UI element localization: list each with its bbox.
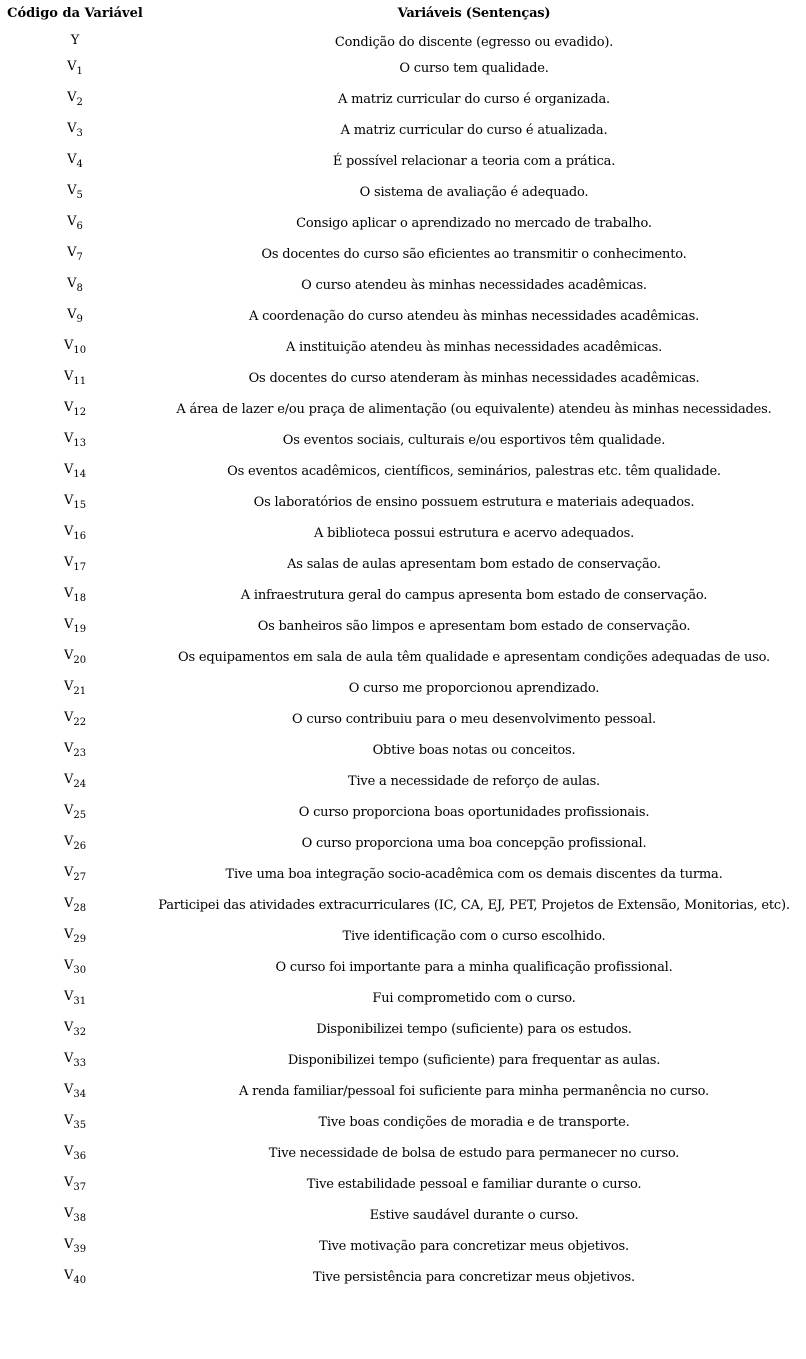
variable-sentence-cell [150,647,798,665]
variable-sentence-cell [150,461,798,479]
variable-sentence-cell [150,1019,798,1037]
variable-code-cell [0,1019,150,1038]
table-row [0,864,806,895]
variable-code-letter: V [67,90,77,105]
variable-code [64,926,86,945]
variable-code-letter: V [63,400,74,415]
variable-code-letter: V [63,431,74,446]
table-row [0,1019,806,1050]
table-row [0,523,806,554]
table-row [0,1050,806,1081]
variables-table [0,6,806,1298]
variable-sentence-cell [150,833,798,851]
variable-code-letter: V [63,369,74,384]
variable-sentence-cell [150,554,798,572]
variable-code-index: 18 [73,593,87,604]
variable-code-index: 5 [76,190,83,201]
variable-sentence: Participei das atividades extracurriculares (IC, CA, EJ, PET, Projetos de Extensão, Monitorias, etc). [158,898,790,913]
table-row [0,151,806,182]
variable-code-cell [0,213,150,232]
variable-sentence: Os banheiros são limpos e apresentam bom estado de conservação. [257,619,691,634]
variable-code-cell [0,1050,150,1069]
variable-code-index: 1 [76,66,83,77]
table-row [0,1143,806,1174]
variable-sentence: Tive motivação para concretizar meus objetivos. [319,1239,629,1254]
variable-sentence-cell [150,32,798,50]
variable-sentence: Condição do discente (egresso ou evadido). [334,35,614,50]
table-row [0,120,806,151]
variable-code-cell [0,461,150,480]
variable-sentence-cell [150,1267,798,1285]
variable-sentence-cell [150,709,798,727]
variable-code [64,802,86,821]
variable-code-cell [0,864,150,883]
header-variable-code: Código da Variável [7,6,143,21]
variable-code-letter: V [63,648,74,663]
variable-code-cell [0,120,150,139]
variable-code-index: 12 [73,407,87,418]
variable-code-letter: V [63,679,74,694]
variable-sentence: A instituição atendeu às minhas necessidades acadêmicas. [285,340,663,355]
variable-sentence-cell [150,120,798,138]
variable-sentence: O curso proporciona uma boa concepção profissional. [301,836,647,851]
variable-sentence-cell [150,430,798,448]
table-row [0,988,806,1019]
variable-code-letter: V [63,524,74,539]
variable-code-letter: V [63,1144,74,1159]
variable-code [64,1143,86,1162]
table-row [0,585,806,616]
variable-code-letter: V [63,865,74,880]
variable-sentence: Fui comprometido com o curso. [372,991,576,1006]
variable-code-cell [0,833,150,852]
variable-code [67,182,83,201]
variable-code-index: 2 [76,97,83,108]
variable-code-index: 31 [73,996,87,1007]
variable-code-index: 20 [73,655,87,666]
variable-code-cell [0,678,150,697]
variable-code-index: 24 [73,779,87,790]
variable-code-letter: V [67,245,77,260]
variable-code-index: 26 [73,841,87,852]
variable-sentence-cell [150,1050,798,1068]
variable-code [64,1174,86,1193]
variable-code-letter: V [63,1020,74,1035]
variable-code [67,151,83,170]
variable-sentence: Tive necessidade de bolsa de estudo para permanecer no curso. [268,1146,680,1161]
table-row [0,430,806,461]
variable-code [67,89,83,108]
variable-code-cell [0,957,150,976]
variable-sentence-cell [150,1205,798,1223]
variable-code-index: 39 [73,1244,87,1255]
variable-sentence-cell [150,306,798,324]
table-row [0,1112,806,1143]
variable-code-letter: V [63,1268,74,1283]
variable-code-index: 28 [73,903,87,914]
variable-sentence-cell [150,740,798,758]
variable-code-index: 29 [73,934,87,945]
table-row [0,275,806,306]
variable-sentence-cell [150,585,798,603]
table-row [0,32,806,58]
variable-sentence-cell [150,1236,798,1254]
variable-sentence: Os eventos sociais, culturais e/ou esportivos têm qualidade. [282,433,666,448]
variable-sentence: Consigo aplicar o aprendizado no mercado de trabalho. [296,216,652,231]
variable-code-cell [0,988,150,1007]
variable-code-cell [0,740,150,759]
variable-code-letter: V [63,617,74,632]
variable-code-letter: V [67,59,77,74]
variable-code-index: 25 [73,810,87,821]
variable-code-letter: V [63,462,74,477]
variable-sentence: Obtive boas notas ou conceitos. [372,743,576,758]
table-row [0,213,806,244]
variable-code-cell [0,647,150,666]
variable-code-letter: V [63,586,74,601]
variable-sentence: A coordenação do curso atendeu às minhas necessidades acadêmicas. [248,309,700,324]
variable-code-letter: V [63,803,74,818]
variable-sentence: Os docentes do curso atenderam às minhas necessidades acadêmicas. [248,371,700,386]
variable-code [64,1081,86,1100]
variable-code-letter: V [67,214,77,229]
variable-code [67,244,83,263]
table-row [0,709,806,740]
variable-code [64,957,86,976]
variable-code-index: 8 [76,283,83,294]
table-row [0,182,806,213]
variable-code-cell [0,1205,150,1224]
variable-sentence-cell [150,771,798,789]
variable-code [64,337,86,356]
table-row [0,89,806,120]
variable-sentence-cell [150,368,798,386]
variable-code [67,275,83,294]
variable-code [64,895,86,914]
variable-sentence-cell [150,957,798,975]
table-row [0,616,806,647]
variable-code-index: 15 [73,500,87,511]
variable-code-letter: V [63,834,74,849]
variable-sentence: O curso foi importante para a minha qualificação profissional. [275,960,673,975]
variable-code-cell [0,58,150,77]
table-row [0,399,806,430]
variable-code-index: 35 [73,1120,87,1131]
table-row [0,895,806,926]
variable-code-cell [0,368,150,387]
variable-code-index: 23 [73,748,87,759]
variable-sentence-cell [150,213,798,231]
variable-sentence: O sistema de avaliação é adequado. [359,185,589,200]
variable-sentence-cell [150,58,798,76]
variable-sentence-cell [150,864,798,882]
variable-code-cell [0,523,150,542]
table-row [0,1081,806,1112]
variable-code [64,554,86,573]
header-variable-sentences: Variáveis (Sentenças) [397,6,551,21]
variable-code-cell [0,895,150,914]
table-row [0,802,806,833]
variable-sentence-cell [150,1081,798,1099]
variable-code [64,678,86,697]
table-row [0,58,806,89]
variable-code-letter: V [63,772,74,787]
variable-sentence: Os docentes do curso são eficientes ao transmitir o conhecimento. [261,247,687,262]
variable-code [64,988,86,1007]
table-row [0,1174,806,1205]
variable-code-letter: V [63,1051,74,1066]
variable-sentence-cell [150,678,798,696]
variable-sentence: Tive a necessidade de reforço de aulas. [348,774,600,789]
variable-sentence: Tive boas condições de moradia e de transporte. [318,1115,630,1130]
variable-code-cell [0,337,150,356]
table-row [0,337,806,368]
table-body [0,32,806,1298]
variable-code-index: 4 [76,159,83,170]
variable-sentence: As salas de aulas apresentam bom estado de conservação. [287,557,661,572]
variable-code-cell [0,616,150,635]
variable-code-cell [0,1081,150,1100]
variable-sentence: A área de lazer e/ou praça de alimentação (ou equivalente) atendeu às minhas necessidades. [176,402,772,417]
table-row [0,1236,806,1267]
table-row [0,492,806,523]
variable-code-cell [0,399,150,418]
table-row [0,957,806,988]
table-header [0,6,806,32]
table-row [0,1205,806,1236]
table-row [0,1267,806,1298]
variable-code [64,833,86,852]
variable-sentence: Tive estabilidade pessoal e familiar durante o curso. [306,1177,642,1192]
variable-code-index: 32 [73,1027,87,1038]
table-row [0,306,806,337]
variable-code-cell [0,771,150,790]
variable-code-cell [0,1236,150,1255]
variable-code-cell [0,1267,150,1286]
variable-sentence-cell [150,492,798,510]
variable-sentence: É possível relacionar a teoria com a prática. [332,154,616,169]
table-row [0,461,806,492]
variable-sentence: Tive identificação com o curso escolhido. [342,929,606,944]
variable-code [64,1205,86,1224]
variable-sentence: Disponibilizei tempo (suficiente) para os estudos. [316,1022,632,1037]
variable-code-letter: V [63,1237,74,1252]
table-row [0,244,806,275]
variable-sentence-cell [150,895,798,913]
variable-sentence: A biblioteca possui estrutura e acervo adequados. [314,526,634,541]
variable-code [64,1236,86,1255]
variable-code-index: 40 [73,1275,87,1286]
variable-code-index: 6 [76,221,83,232]
variable-code [67,306,83,325]
variable-code [64,368,86,387]
variable-code-cell [0,275,150,294]
variable-sentence: O curso tem qualidade. [399,61,549,76]
variable-code-cell [0,430,150,449]
variable-sentence-cell [150,1112,798,1130]
variable-code-index: 13 [73,438,87,449]
variable-code-index: 16 [73,531,87,542]
variable-code-letter: V [63,927,74,942]
variable-code-index: 9 [76,314,83,325]
variable-sentence: A infraestrutura geral do campus apresenta bom estado de conservação. [240,588,708,603]
variable-code-letter: V [63,1206,74,1221]
variable-code-letter: V [63,1175,74,1190]
variable-code-cell [0,492,150,511]
variable-sentence: Os equipamentos em sala de aula têm qualidade e apresentam condições adequadas de uso. [178,650,770,665]
variable-sentence-cell [150,802,798,820]
variable-code-index: 37 [73,1182,87,1193]
variable-sentence-cell [150,988,798,1006]
variable-code-index: 7 [76,252,83,263]
variable-sentence: Estive saudável durante o curso. [369,1208,579,1223]
variable-sentence: A matriz curricular do curso é atualizada. [340,123,608,138]
variable-sentence: Tive uma boa integração socio-acadêmica com os demais discentes da turma. [225,867,723,882]
variable-sentence-cell [150,399,798,417]
variable-code-letter: V [63,338,74,353]
variable-sentence: Os laboratórios de ensino possuem estrutura e materiais adequados. [253,495,695,510]
variable-code-index: 22 [73,717,87,728]
variable-code [64,585,86,604]
table-row [0,554,806,585]
variable-code [64,1019,86,1038]
variable-code-cell [0,306,150,325]
variable-code-letter: V [63,989,74,1004]
variable-code [64,771,86,790]
table-row [0,740,806,771]
variable-code-cell [0,182,150,201]
variable-sentence-cell [150,1174,798,1192]
variable-code-letter: V [63,741,74,756]
variable-sentence: O curso atendeu às minhas necessidades acadêmicas. [301,278,647,293]
variable-code [64,492,86,511]
variable-code-cell [0,1143,150,1162]
variable-code [64,864,86,883]
variable-code-cell [0,1112,150,1131]
variable-code-cell [0,709,150,728]
variable-code [67,120,83,139]
table-row [0,368,806,399]
variable-code-index: 38 [73,1213,87,1224]
variable-code-index: 11 [73,376,87,387]
variable-sentence: A matriz curricular do curso é organizada. [338,92,610,107]
variable-sentence-cell [150,244,798,262]
variable-sentence-cell [150,616,798,634]
variable-code [64,1112,86,1131]
variable-code-letter: V [63,1082,74,1097]
variable-code-cell [0,244,150,263]
table-row [0,926,806,957]
variable-sentence-cell [150,523,798,541]
table-row [0,647,806,678]
variable-code-index: 33 [73,1058,87,1069]
variable-code-letter: V [63,493,74,508]
variable-sentence: Os eventos acadêmicos, científicos, seminários, palestras etc. têm qualidade. [227,464,721,479]
variable-code [64,1050,86,1069]
variable-code-cell [0,585,150,604]
variable-sentence-cell [150,151,798,169]
variable-sentence: A renda familiar/pessoal foi suficiente para minha permanência no curso. [239,1084,709,1099]
table-row [0,678,806,709]
variable-sentence-cell [150,926,798,944]
table-row [0,833,806,864]
variable-code-letter: V [67,152,77,167]
variable-code-index: 14 [73,469,87,480]
variable-code-index: 30 [73,965,87,976]
variable-code-letter: Y [70,33,80,48]
variable-sentence-cell [150,89,798,107]
variable-code-letter: V [63,555,74,570]
variable-code-index: 17 [73,562,87,573]
variable-code-cell [0,926,150,945]
variable-code [64,523,86,542]
variable-code-index: 10 [73,345,87,356]
variable-code [64,399,86,418]
variable-code-cell [0,802,150,821]
variable-code [64,430,86,449]
variable-code-cell [0,89,150,108]
variable-code-letter: V [67,121,77,136]
variable-sentence: O curso proporciona boas oportunidades profissionais. [298,805,650,820]
variable-code-cell [0,32,150,48]
variable-code-letter: V [67,183,77,198]
variable-code-letter: V [63,958,74,973]
variable-code [64,647,86,666]
variable-code [64,740,86,759]
variable-sentence-cell [150,182,798,200]
variable-code [64,1267,86,1286]
variable-sentence-cell [150,337,798,355]
variable-code-letter: V [67,276,77,291]
variable-code-cell [0,1174,150,1193]
variable-code [67,58,83,77]
variable-code-cell [0,554,150,573]
variable-code-letter: V [67,307,77,322]
variable-code [64,461,86,480]
table-row [0,771,806,802]
variable-sentence-cell [150,275,798,293]
variable-sentence: O curso contribuiu para o meu desenvolvimento pessoal. [292,712,656,727]
variable-sentence: Disponibilizei tempo (suficiente) para frequentar as aulas. [287,1053,661,1068]
variable-code [67,213,83,232]
variable-sentence: Tive persistência para concretizar meus objetivos. [313,1270,635,1285]
variable-code [64,709,86,728]
variable-code-letter: V [63,896,74,911]
variable-code [71,32,80,48]
variable-code-letter: V [63,1113,74,1128]
variable-code-index: 34 [73,1089,87,1100]
variable-code-cell [0,151,150,170]
variable-sentence: O curso me proporcionou aprendizado. [348,681,600,696]
variable-code-index: 21 [73,686,87,697]
variable-code-index: 27 [73,872,87,883]
variable-code-index: 36 [73,1151,87,1162]
variable-sentence-cell [150,1143,798,1161]
variable-code-letter: V [63,710,74,725]
variable-code [64,616,86,635]
variable-code-index: 3 [76,128,83,139]
variable-code-index: 19 [73,624,87,635]
